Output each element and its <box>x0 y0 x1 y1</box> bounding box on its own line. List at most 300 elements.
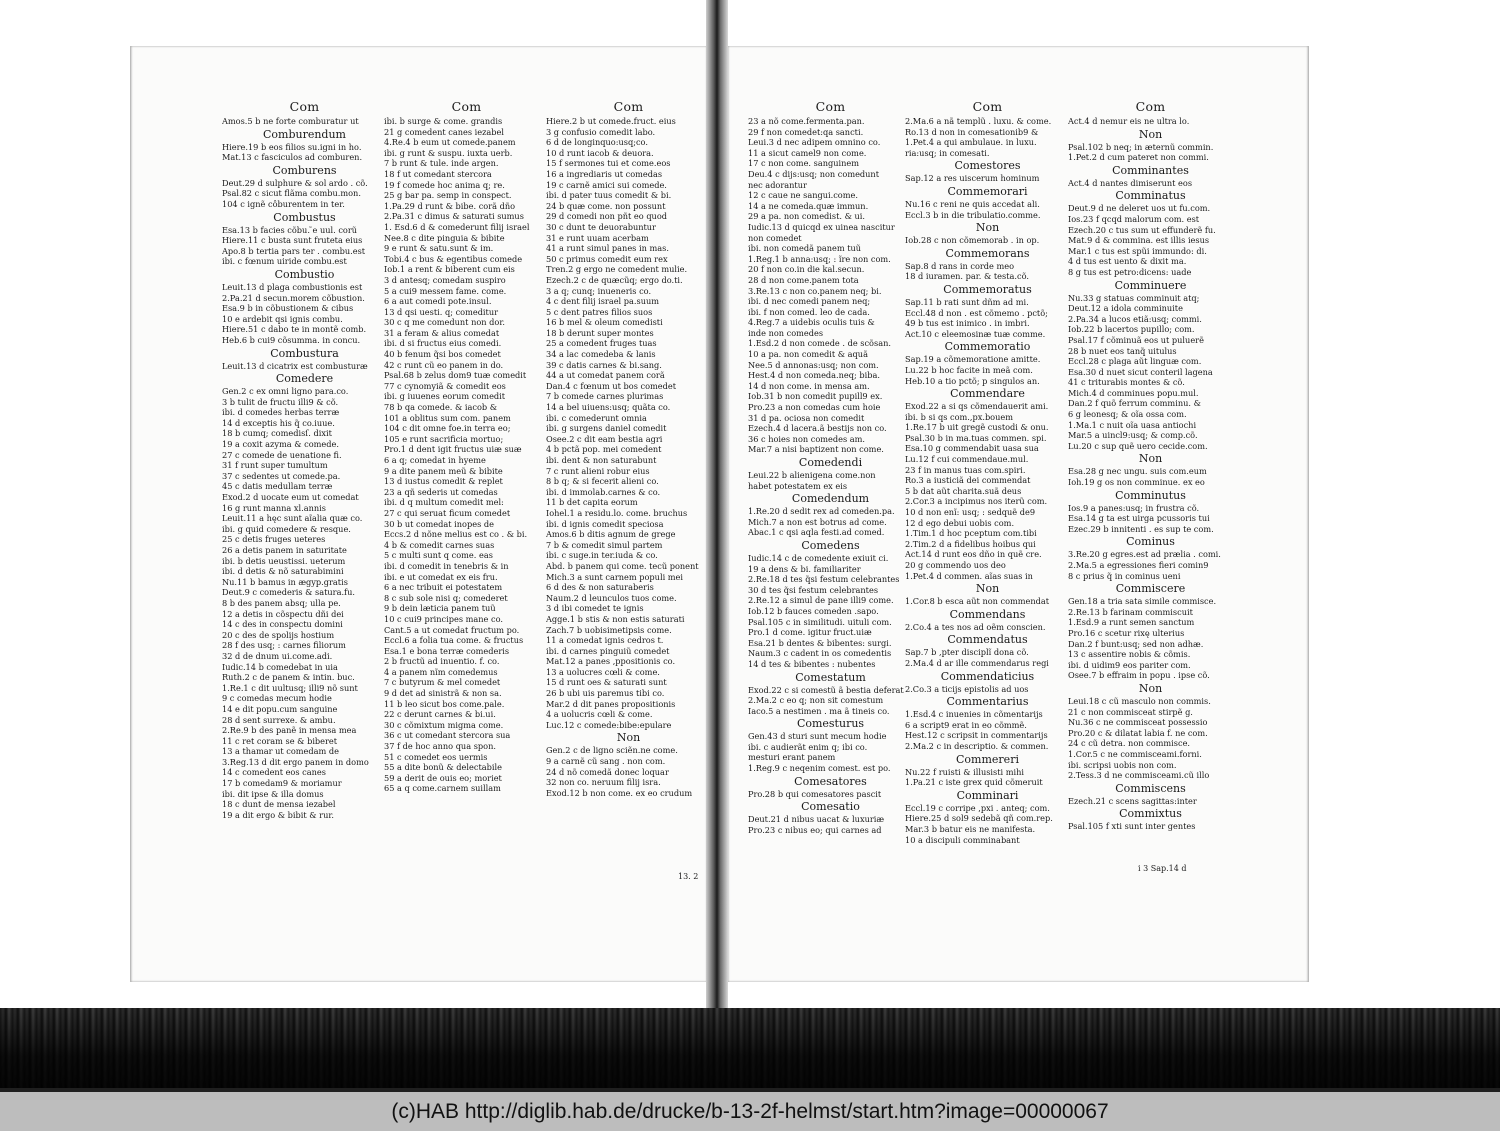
section-heading: Commemorans <box>945 246 1030 260</box>
index-entry: ibi. b si qs com.,px.bouem <box>905 411 1013 422</box>
index-entry: 32 d de dnum ui.come.adi. <box>222 650 333 661</box>
index-entry: 104 c ignẽ côburentem in ter. <box>222 198 345 209</box>
section-heading: Comesatores <box>794 774 867 788</box>
index-entry: 40 b fenum q̃si bos comedet <box>384 349 501 360</box>
index-entry: Nu.33 g statuas comminuit atq; <box>1068 292 1200 303</box>
index-entry: 2.Tim.2 d a fidelibus hoibus qui <box>905 538 1036 549</box>
index-entry: 5 b dat aũt charita.suã deus <box>905 485 1022 496</box>
index-entry: ibi. d q multum comedit mel: <box>384 497 504 508</box>
index-entry: Gen.43 d sturi sunt mecum hodie <box>748 731 887 742</box>
index-entry: 14 a ne comeda.quæ immun. <box>748 200 869 211</box>
index-entry: 101 a oblitus sum com. panem <box>384 412 511 423</box>
index-entry: 28 f des usq; : carnes filiorum <box>222 640 346 651</box>
index-entry: 24 d nõ comedã donec loquar <box>546 766 669 777</box>
index-entry: 4 a uolucris cœli & come. <box>546 709 653 720</box>
index-entry: 5 c dent patres filios suos <box>546 306 653 317</box>
section-heading: Comminari <box>956 788 1019 802</box>
index-entry: 7 c runt alieni robur eius <box>546 465 650 476</box>
index-entry: 21 g comedent canes iezabel <box>384 126 504 137</box>
index-entry: Eccl.48 d non . est cõmemo . pctõ; <box>905 307 1048 318</box>
index-entry: 24 b quæ come. non possunt <box>546 200 666 211</box>
index-entry: 6 d des & non saturaberis <box>546 582 654 593</box>
index-entry: inde non comedes <box>748 327 824 338</box>
index-entry: ibi. g iuuenes eorum comedit <box>384 391 506 402</box>
index-entry: 14 d non come. in mensa am. <box>748 380 870 391</box>
index-entry: Dan.2 f bunt:usq; sed non adhæ. <box>1068 638 1204 649</box>
index-entry: Ezech.20 c tus sum ut effunderẽ fu. <box>1068 224 1216 235</box>
index-entry: Mar.5 a uincl9:usq; & comp.cõ. <box>1068 430 1198 441</box>
index-entry: 23 a nõ come.fermenta.pan. <box>748 116 865 126</box>
index-entry: 3 g confusio comedit labo. <box>546 126 656 137</box>
index-entry: Exod.22 c si comestũ ã bestia deferat <box>748 684 904 695</box>
section-heading: Non <box>1138 127 1163 141</box>
index-entry: 41 c triturabis montes & cõ. <box>1068 377 1185 388</box>
index-entry: 1.Ma.1 c nuit oĩa uasa antiochi <box>1068 419 1197 430</box>
index-entry: Nu.22 f ruisti & illusisti mihi <box>905 766 1025 777</box>
index-entry: 45 c datis medullam terræ <box>222 481 333 492</box>
index-entry: 1.Tim.1 d hoc pceptum com.tibi <box>905 528 1037 539</box>
column-heading: Com <box>613 99 644 114</box>
index-entry: Eccl.6 a folia tua come. & fructus <box>384 635 524 646</box>
index-entry: ibi. g runt & suspu. iuxta uerb. <box>384 147 513 158</box>
index-entry: Osee.2 c dit eam bestia agri <box>546 433 663 444</box>
index-entry: Heb.10 a tio pctõ; p singulos an. <box>905 375 1040 386</box>
index-entry: 2.Cor.3 a incipimus nos iterũ com. <box>905 496 1048 507</box>
index-entry: 1.Pet.4 d commen. aĩas suas in <box>905 570 1033 581</box>
index-entry: 1.Pet.2 d cum pateret non commi. <box>1068 152 1209 163</box>
index-entry: 2.Re.18 d tes q̃si festum celebrantes <box>748 574 900 585</box>
index-entry: ibi. d nec comedi panem neq; <box>748 296 871 307</box>
index-entry: 78 b qa comede. & iacob & <box>384 402 498 413</box>
index-entry: 7 c butyrum & mel comedet <box>384 677 501 688</box>
index-entry: Ruth.2 c de panem & intin. buc. <box>222 672 355 683</box>
index-entry: Iob.12 b fauces comeden .sapo. <box>748 605 879 616</box>
index-entry: 22 c derunt carnes & bi.ui. <box>384 709 496 720</box>
index-entry: Leuit.13 d cicatrix est combusturæ <box>222 360 368 371</box>
index-entry: 1.Re.20 d sedit rex ad comeden.pa. <box>748 506 895 517</box>
index-entry: 1.Esd.2 d non comede . de scõsan. <box>748 338 891 349</box>
index-entry: Naum.2 d leunculos tuos come. <box>546 592 677 603</box>
index-entry: ibi. d comedes herbas terræ <box>222 407 340 418</box>
index-entry: Nu.11 b bamus in ægyp.gratis <box>222 576 348 587</box>
index-entry: 29 d comedi non pñt eo quod <box>546 211 667 222</box>
section-heading: Commendaticius <box>940 669 1035 683</box>
index-entry: 1.Re.17 b uit gregẽ custodi & onu. <box>905 422 1049 433</box>
section-heading: Comminutus <box>1115 488 1186 502</box>
index-entry: 6 d de longinquo:usq;co. <box>546 137 648 148</box>
index-entry: 9 c comedas mecum hodie <box>222 693 332 704</box>
section-heading: Non <box>975 221 1000 235</box>
index-entry: 14 d tes & bibentes : nubentes <box>748 658 876 669</box>
index-entry: Psal.102 b neq; in æternũ commin. <box>1068 141 1214 152</box>
section-heading: Non <box>975 582 1000 596</box>
column-heading: Com <box>289 99 320 114</box>
index-entry: 3 a q; cunq; inueneris co. <box>546 285 652 296</box>
index-entry: 4 d tus est uento & dixit ma. <box>1068 256 1187 267</box>
index-entry: Ro.13 d non in comesationib9 & <box>905 126 1039 137</box>
index-entry: Pro.1 d dent igit fructus uiæ suæ <box>384 444 522 455</box>
index-entry: 6 g leonesq; & oĩa ossa com. <box>1068 409 1187 420</box>
index-entry: 11 b det capita eorum <box>546 497 638 508</box>
index-entry: Heb.6 b cui9 cõsumma. in concu. <box>222 334 361 345</box>
index-entry: 18 f ut comedant stercora <box>384 168 492 179</box>
index-entry: 9 b dein læticia panem tuũ <box>384 603 496 614</box>
index-entry: Ioh.19 g os non comminue. ex eo <box>1068 477 1205 488</box>
index-entry: 6 a aut comedi pote.insul. <box>384 296 492 307</box>
section-heading: Commentarius <box>946 695 1029 709</box>
index-entry: 2.Re.12 a simul de pane illi9 come. <box>748 595 894 606</box>
index-entry: 4 c dent filij israel pa.suum <box>546 296 660 307</box>
index-entry: 15 f sermones tui et come.eos <box>546 158 671 169</box>
index-entry: 39 c datis carnes & bi.sang. <box>546 359 662 370</box>
index-entry: 28 d non come.panem tota <box>748 274 859 285</box>
scanner-edge <box>0 1008 1500 1088</box>
index-entry: 11 b leo sicut bos come.pale. <box>384 698 505 709</box>
index-entry: 2.Ma.2 c eo q; non sit comestum <box>748 695 884 706</box>
index-entry: 5 c multi sunt q come. eas <box>384 550 493 561</box>
index-entry: 3 b tulit de fructu illi9 & cõ. <box>222 396 339 407</box>
column-heading: Com <box>815 99 846 114</box>
index-entry: 2.Pa.34 a lucos etiã:usq; commi. <box>1068 313 1202 324</box>
index-entry: 24 c cũ detra. non commisce. <box>1068 738 1191 749</box>
index-entry: Mat.13 c fasciculos ad comburen. <box>222 152 363 163</box>
index-entry: Psal.82 c sicut flãma combu.mon. <box>222 188 361 199</box>
index-entry: 16 a ingrediaris ut comedas <box>546 168 663 179</box>
column-heading: Com <box>1135 99 1166 114</box>
index-entry: 2.Pa.31 c dimus & saturati sumus <box>384 211 524 222</box>
index-entry: ibi. d si fructus eius comedi. <box>384 338 502 349</box>
index-entry: Sap.7 b ,pter disciplĩ dona cõ. <box>905 647 1029 658</box>
section-heading: Comedendum <box>791 492 870 506</box>
index-column <box>384 100 549 794</box>
section-heading: Commemorari <box>947 184 1028 198</box>
index-entry: 59 a derit de ouis eo; moriet <box>384 772 502 783</box>
section-heading: Cominus <box>1126 535 1175 549</box>
index-entry: 10 a pa. non comedit & aquã <box>748 349 868 360</box>
section-heading: Comminatus <box>1115 189 1186 203</box>
index-entry: Hiere.25 d sol9 sedebã qñ com.rep. <box>905 813 1053 824</box>
index-entry: 27 c qui seruat ficum comedet <box>384 507 511 518</box>
index-entry: Ezech.4 d lacera.ã bestijs non co. <box>748 423 887 434</box>
index-entry: 31 f runt super tumultum <box>222 460 328 471</box>
index-entry: ibi. g quid comedere & resque. <box>222 523 351 534</box>
index-entry: Sap.12 a res uiscerum hominum <box>905 173 1040 184</box>
index-entry: Psal.105 f xti sunt inter gentes <box>1068 821 1196 832</box>
index-entry: Mich.7 a non est botrus ad come. <box>748 516 887 527</box>
index-entry: 1.Pa.29 d runt & bibe. corã dño <box>384 200 516 211</box>
index-entry: 13 a thamar ut comedam de <box>222 746 339 757</box>
index-entry: 31 d pa. ociosa non comedit <box>748 412 865 423</box>
index-entry: Iob.28 c non cõmemorab . in op. <box>905 235 1040 246</box>
index-entry: Mar.1 c tus est spũi immundo: di. <box>1068 245 1207 256</box>
index-entry: Nee.5 d annonas:usq; non com. <box>748 359 879 370</box>
index-entry: 2.Co.4 a tes nos ad oẽm conscien. <box>905 621 1046 632</box>
index-entry: ibi. c comederunt omnia <box>546 412 647 423</box>
index-entry: Mar.3 b batur eis ne manifesta. <box>905 823 1036 834</box>
index-entry: 4.Reg.7 a uidebis oculis tuis & <box>748 317 875 328</box>
section-heading: Comestores <box>954 159 1021 173</box>
index-entry: 5 a cui9 messem fame. come. <box>384 285 507 296</box>
index-entry: 13 d iustus comedit & replet <box>384 476 503 487</box>
index-entry: 9 a carnẽ cũ sang . non com. <box>546 756 666 767</box>
index-entry: 3.Re.20 g egres.est ad prælia . comi. <box>1068 549 1221 560</box>
index-entry: Act.4 d nemur eis ne ultra lo. <box>1068 116 1190 126</box>
section-heading: Comedens <box>801 538 860 552</box>
section-heading: Non <box>1138 452 1163 466</box>
column-heading: Com <box>972 99 1003 114</box>
index-entry: 18 d iuramen. par. & testa.cõ. <box>905 271 1029 282</box>
index-entry: 8 c prius q̃ in cominus ueni <box>1068 570 1181 581</box>
index-entry: Gen.2 c de ligno sciẽn.ne come. <box>546 745 678 756</box>
index-entry: Leuit.13 d plaga combustionis est <box>222 281 363 292</box>
index-entry: Sap.19 a cõmemoratione amitte. <box>905 354 1041 365</box>
index-entry: habet potestatem ex eis <box>748 480 848 491</box>
section-heading: Non <box>1138 681 1163 695</box>
index-entry: Psal.105 c in similitudi. uituli com. <box>748 616 892 627</box>
index-entry: Amos.5 b ne forte comburatur ut <box>222 116 359 126</box>
index-entry: 20 g commendo uos deo <box>905 560 1006 570</box>
index-entry: Leuit.11 a hęc sunt aĩalia quæ co. <box>222 513 363 524</box>
index-entry: 36 c hoies non comedes am. <box>748 433 866 444</box>
index-entry: 3.Reg.13 d dit ergo panem in domo <box>222 756 369 767</box>
index-entry: 28 d sent surrexe. & ambu. <box>222 714 336 725</box>
index-entry: 15 d runt oes & saturati sunt <box>546 677 667 688</box>
index-entry: Hiere.2 b ut comede.fruct. eius <box>546 116 676 126</box>
index-entry: 14 c comedent eos canes <box>222 767 326 778</box>
index-entry: 11 a comedat ignis cedros t. <box>546 635 664 646</box>
index-entry: 8 g tus est petro:dicens: uade <box>1068 266 1192 277</box>
copyright-caption: (c)HAB http://diglib.hab.de/drucke/b-13-2f-helmst/start.htm?image=00000067 <box>0 1092 1500 1131</box>
index-entry: Naum.3 c cadent in os comedentis <box>748 648 892 659</box>
index-entry: Mich.3 a sunt carnem populi mei <box>546 571 684 582</box>
index-entry: ibi. dent & non saturabunt <box>546 455 657 465</box>
right-page-signature: i 3 Sap.14 d <box>1138 864 1187 873</box>
index-entry: Deut.29 d sulphure & sol ardo . cõ. <box>222 177 368 188</box>
index-entry: 3.Re.13 c non co.panem neq; bi. <box>748 285 882 296</box>
index-entry: 10 d non enĩ: usq; : sedquẽ de9 <box>905 507 1036 518</box>
index-entry: ibi. e ut comedat ex eis fru. <box>384 571 498 582</box>
index-entry: Iudic.14 b comedebat in uia <box>222 661 338 672</box>
index-entry: 6 a nec tribuit ei potestatem <box>384 582 503 593</box>
index-entry: Deut.9 d ne deleret uos ut fu.com. <box>1068 203 1211 214</box>
index-entry: 14 c des in conspectu domini <box>222 619 343 630</box>
section-heading: Commereri <box>956 752 1019 766</box>
index-entry: ibi. dit ipse & illa domus <box>222 788 324 799</box>
index-entry: Mat.9 d & commina. est illis iesus <box>1068 235 1210 246</box>
index-column <box>748 100 913 835</box>
index-entry: 30 c dunt te deuorabuntur <box>546 221 656 232</box>
index-entry: 1.Re.1 c dit uultusq; illi9 nõ sunt <box>222 682 358 693</box>
section-heading: Comedendi <box>798 456 863 469</box>
index-entry: ibi. c suge.in ter.iuda & co. <box>546 550 658 561</box>
index-entry: ria:usq; in comesati. <box>905 147 990 158</box>
index-entry: 51 c comedet eos uermis <box>384 751 488 762</box>
index-column <box>546 100 711 798</box>
index-entry: Ezech.21 c scens sagittas:inter <box>1068 795 1197 806</box>
index-entry: 30 b ut comedat inopes de <box>384 518 494 529</box>
section-heading: Comestatum <box>795 670 866 684</box>
index-entry: 34 a lac comedeba & lanis <box>546 349 656 360</box>
index-entry: ibi. d uidim9 eos pariter com. <box>1068 659 1191 670</box>
index-entry: 19 f comede hoc anima q; re. <box>384 179 505 190</box>
index-entry: 19 c carnẽ amici sui comede. <box>546 179 667 190</box>
index-entry: 17 b comedam9 & moriamur <box>222 778 342 789</box>
index-entry: 44 a ut comedat panem corã <box>546 370 665 381</box>
index-entry: Iaco.5 a nestimen . ma ã tineis co. <box>748 705 890 716</box>
index-entry: 6 a q; comedat in hyeme <box>384 455 486 465</box>
index-entry: Exod.22 a si qs cõmendauerit ami. <box>905 401 1049 412</box>
index-entry: 8 b des panem absq; ulla pe. <box>222 597 341 608</box>
index-entry: 30 d tes q̃si festum celebrantes <box>748 584 879 595</box>
index-entry: 1.Reg.9 c neqenim comest. est po. <box>748 763 891 774</box>
section-heading: Commendare <box>950 387 1025 401</box>
index-entry: Lu.22 b hoc facite in meã com. <box>905 364 1033 375</box>
index-entry: 16 b mel & oleum comedisti <box>546 317 663 328</box>
index-column <box>222 100 387 820</box>
index-entry: 30 c q me comedunt non dor. <box>384 317 505 328</box>
index-entry: ibi. f non comed. leo de cada. <box>748 306 870 317</box>
index-entry: 25 g bar pa. semp in conspect. <box>384 190 512 201</box>
index-entry: 4 b pctã pop. mei comedent <box>546 444 662 455</box>
index-entry: 2.Re.13 b farinam commiscuit <box>1068 606 1193 617</box>
index-entry: 13 c assentire nobis & cõmis. <box>1068 649 1191 660</box>
index-entry: 2.Re.9 b des panẽ in mensa mea <box>222 725 357 736</box>
index-entry: 55 a dite bonũ & delectabile <box>384 762 502 773</box>
index-entry: 14 d exceptis his q̃ co.iuue. <box>222 417 335 428</box>
index-entry: Deut.21 d nibus uacat & luxuriæ <box>748 814 885 825</box>
index-entry: 10 a discipuli comminabant <box>905 834 1020 845</box>
index-entry: 12 a detis in cõspectu dñi dei <box>222 608 344 619</box>
index-entry: Pro.16 c scetur rixę ulterius <box>1068 627 1185 638</box>
index-entry: Osee.7 b effraim in popu . ipse cõ. <box>1068 670 1210 681</box>
index-column <box>1068 100 1233 832</box>
index-entry: 1.Pa.21 c iste grex quid cõmeruit <box>905 777 1043 788</box>
index-entry: ibi. d ignis comedit speciosa <box>546 518 664 529</box>
index-entry: Act.10 c eleemosinæ tuæ comme. <box>905 328 1046 339</box>
index-entry: Ro.3 a iusticiã dei commendat <box>905 475 1031 486</box>
index-entry: 2.Ma.2 c in descriptio. & commen. <box>905 740 1049 751</box>
index-entry: 18 c dunt de mensa iezabel <box>222 799 336 810</box>
index-entry: Deut.9 c comederis & satura.fu. <box>222 587 355 598</box>
index-entry: Abd. b panem qui come. tecũ ponent <box>546 560 699 571</box>
index-entry: 10 e ardebit qsi ignis combu. <box>222 313 343 324</box>
index-entry: Deu.4 c dijs:usq; non comedunt <box>748 168 879 179</box>
index-entry: Iob.31 b non comedit pupill9 ex. <box>748 391 883 402</box>
index-entry: Mich.4 d comminues popu.mul. <box>1068 387 1199 398</box>
index-entry: Mar.2 d dit panes propositionis <box>546 698 676 709</box>
index-entry: Act.14 d runt eos dño in quẽ cre. <box>905 549 1042 560</box>
index-entry: Gen.2 c ex omni ligno para.co. <box>222 386 349 397</box>
index-entry: 104 c dit omne foe.in terra eo; <box>384 423 511 434</box>
column-heading: Com <box>451 99 482 114</box>
index-entry: 31 a feram & alius comedat <box>384 327 500 338</box>
index-entry: 16 g runt manna xl.annis <box>222 502 326 513</box>
index-entry: ibi. d carnes pinguiũ comedet <box>546 645 670 656</box>
index-entry: Zach.7 b uobisimetipsis come. <box>546 624 672 635</box>
index-entry: 9 a dite panem meũ & bibite <box>384 465 503 476</box>
index-entry: 21 c non commisceat stirpẽ g. <box>1068 706 1193 717</box>
index-entry: 77 c cynomyiã & comedit eos <box>384 380 506 391</box>
index-entry: Iudic.14 c de comedente exiuit ci. <box>748 552 889 563</box>
index-entry: Sap.8 d rans in corde meo <box>905 260 1015 271</box>
index-entry: Iudic.13 d quicqd ex uinea nascitur <box>748 221 895 232</box>
index-entry: 41 a runt simul panes in mas. <box>546 243 669 254</box>
index-entry: Iob.1 a rent & biberent cum eis <box>384 264 515 275</box>
index-entry: Agge.1 b stis & non estis saturati <box>546 613 685 624</box>
index-entry: 2.Pa.21 d secun.morem cõbustion. <box>222 292 365 303</box>
index-entry: Lu.20 c sup quẽ uero cecide.com. <box>1068 440 1208 451</box>
index-entry: 1.Cor.8 b esca aũt non commendat <box>905 596 1050 607</box>
index-entry: Leui.3 d nec adipem omnino co. <box>748 137 881 148</box>
index-entry: 19 a coxit azyma & comede. <box>222 439 339 450</box>
index-entry: Pro.1 d come. igitur fruct.uiæ <box>748 627 872 638</box>
index-entry: 65 a q come.carnem suillam <box>384 783 501 794</box>
index-entry: 17 c non come. sanguinem <box>748 158 859 169</box>
section-heading: Commendans <box>949 607 1026 621</box>
index-entry: Iohel.1 a residu.lo. come. bruchus <box>546 507 688 518</box>
section-heading: Comesturus <box>796 717 865 731</box>
index-entry: Apo.8 b tertia pars ter . combu.est <box>222 245 366 256</box>
index-entry: 10 d runt iacob & deuora. <box>546 147 654 158</box>
index-entry: Nee.8 c dite pinguia & bibite <box>384 232 505 243</box>
index-entry: ibi. g surgens daniel comedit <box>546 423 667 434</box>
section-heading: Comburendum <box>262 127 346 141</box>
index-entry: Pro.20 c & dilatat labia f. ne com. <box>1068 727 1208 738</box>
index-entry: 1.Pet.4 a qui ambulaue. in luxu. <box>905 137 1037 148</box>
index-entry: 50 c primus comedit eum rex <box>546 253 668 264</box>
index-entry: 105 e runt sacrificia mortuo; <box>384 433 504 444</box>
section-heading: Commemoratus <box>943 282 1032 296</box>
index-entry: Dan.2 f quõ ferrum comminu. & <box>1068 398 1201 409</box>
index-entry: 9 d det ad sinistrã & non sa. <box>384 688 502 699</box>
index-entry: Abac.1 c qsi aqla festi.ad comed. <box>748 527 885 538</box>
index-entry: 13 a uolucres cœli & come. <box>546 666 660 677</box>
index-entry: 4 b & comedit carnes suas <box>384 539 495 550</box>
section-heading: Commixtus <box>1119 807 1182 821</box>
section-heading: Commemoratio <box>944 340 1031 354</box>
index-entry: ibi. d detis & nõ saturabimini <box>222 566 344 577</box>
index-entry: 1.Esd.4 c inuenies in cõmentarijs <box>905 709 1043 720</box>
left-page-signature: 13. 2 <box>678 872 699 881</box>
index-entry: mesturi erant panem <box>748 752 836 763</box>
index-entry: Amos.6 b ditis agnum de grege <box>546 529 676 540</box>
index-entry: Pro.23 a non comedas cum hoie <box>748 402 881 413</box>
index-entry: 4 a panem nĩm comedemus <box>384 666 498 677</box>
index-entry: ibi. non comedã panem tuũ <box>748 243 862 254</box>
index-entry: Esa.14 g ta est uirga pcussoris tui <box>1068 513 1210 524</box>
index-entry: Ezech.2 c de quæcũq; ergo do.ti. <box>546 274 683 285</box>
index-entry: Esa.1 e bona terræ comederis <box>384 645 510 656</box>
index-entry: 18 b derunt super montes <box>546 327 654 338</box>
index-entry: 20 f non co.in die kal.secun. <box>748 264 865 275</box>
index-entry: Luc.12 c comede:bibe:epulare <box>546 719 672 730</box>
index-entry: 7 b comede carnes plurimas <box>546 391 664 402</box>
index-entry: 2.Tess.3 d ne commisceami.cũ illo <box>1068 770 1210 781</box>
index-entry: Eccl.28 c plaga aũt linguæ com. <box>1068 356 1202 367</box>
section-heading: Combustio <box>274 267 335 281</box>
index-entry: 20 c des de spolijs hostium <box>222 629 335 640</box>
index-entry: 27 c comede de uenatione fi. <box>222 449 342 460</box>
section-heading: Comesatio <box>801 800 860 814</box>
index-entry: ibi. b surge & come. grandis <box>384 116 503 126</box>
index-entry: Psal.17 f cõminuã eos ut puluerẽ <box>1068 334 1204 345</box>
index-entry: Leui.18 c cũ masculo non commis. <box>1068 695 1211 706</box>
index-entry: ibi. d immolab.carnes & co. <box>546 486 661 497</box>
section-heading: Combustus <box>273 210 336 224</box>
index-entry: 3 d ibi comedet te ignis <box>546 603 644 614</box>
index-entry: Psal.68 b zelus dom9 tuæ comedit <box>384 370 527 381</box>
index-entry: Ezec.29 b innitenti . es sup te com. <box>1068 523 1214 534</box>
